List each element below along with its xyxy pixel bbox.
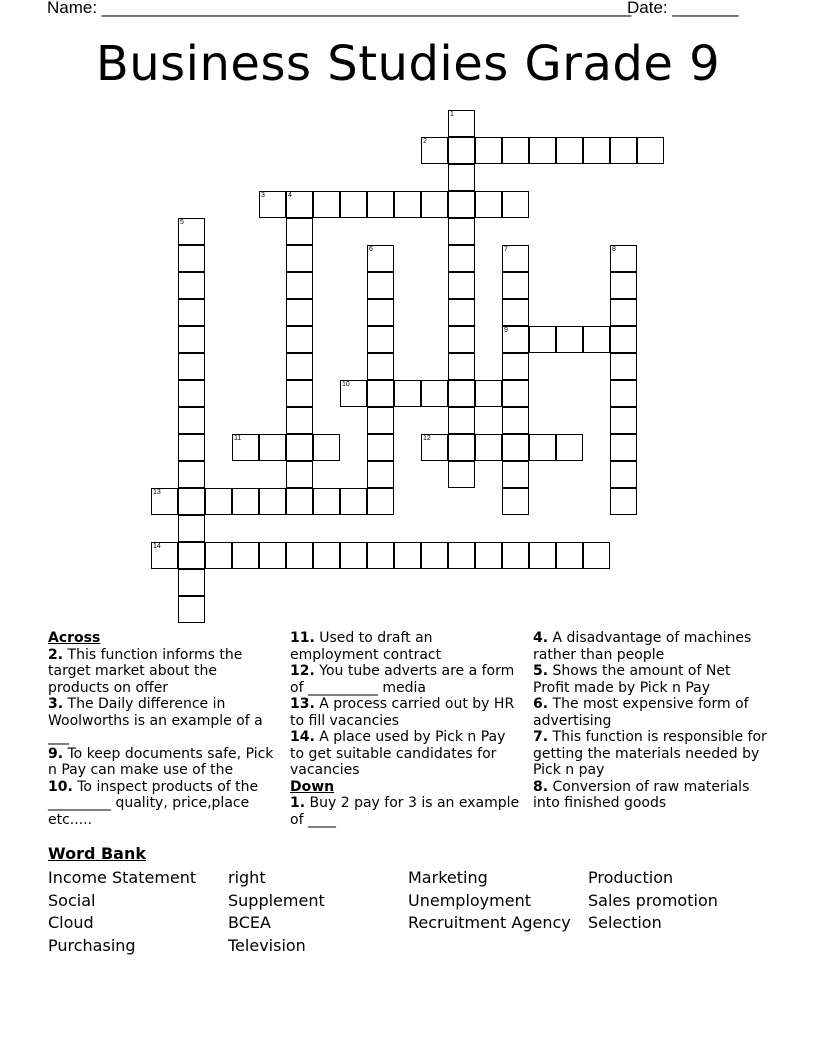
cell-number: 6 [369, 246, 373, 253]
word-bank-item: Cloud [48, 913, 94, 932]
crossword-cell[interactable] [637, 137, 664, 164]
word-bank-item: Production [588, 868, 674, 887]
crossword-cell[interactable] [448, 461, 475, 488]
crossword-cell[interactable] [367, 434, 394, 461]
clue-across-9: 9. To keep documents safe, Pick n Pay can make use of the [48, 745, 274, 778]
crossword-cell[interactable] [502, 407, 529, 434]
crossword-cell[interactable] [286, 272, 313, 299]
clue-across-10: 10. To inspect products of the _________ quality, price,place etc..... [48, 778, 259, 828]
word-bank-item: Recruitment Agency [408, 913, 571, 932]
crossword-cell[interactable] [556, 434, 583, 461]
word-bank-item: right [228, 868, 266, 887]
crossword-cell[interactable] [286, 407, 313, 434]
crossword-cell[interactable] [475, 542, 502, 569]
crossword-cell[interactable] [502, 542, 529, 569]
crossword-cell[interactable] [610, 434, 637, 461]
crossword-cell[interactable] [205, 488, 232, 515]
name-line: Name: ________________________________________________________ [47, 0, 632, 17]
crossword-cell[interactable] [286, 191, 313, 218]
crossword-cell[interactable] [610, 407, 637, 434]
crossword-cell[interactable] [610, 326, 637, 353]
crossword-cell[interactable] [367, 299, 394, 326]
crossword-cell[interactable] [178, 380, 205, 407]
crossword-cell[interactable] [286, 380, 313, 407]
crossword-cell[interactable] [448, 542, 475, 569]
crossword-cell[interactable] [367, 542, 394, 569]
crossword-cell[interactable] [259, 434, 286, 461]
crossword-cell[interactable] [178, 272, 205, 299]
crossword-cell[interactable] [286, 542, 313, 569]
crossword-cell[interactable] [448, 299, 475, 326]
crossword-cell[interactable] [583, 137, 610, 164]
word-bank-title: Word Bank [48, 844, 147, 863]
crossword-cell[interactable] [367, 326, 394, 353]
crossword-cell[interactable] [502, 272, 529, 299]
clue-across-11: 11. Used to draft an employment contract [290, 630, 442, 663]
crossword-cell[interactable] [178, 569, 205, 596]
crossword-cell[interactable] [502, 245, 529, 272]
clues-column-3 [533, 630, 769, 812]
crossword-cell[interactable] [556, 542, 583, 569]
cell-number: 2 [423, 138, 427, 145]
word-bank-item: Marketing [408, 868, 488, 887]
crossword-cell[interactable] [259, 191, 286, 218]
crossword-cell[interactable] [610, 488, 637, 515]
crossword-cell[interactable] [367, 488, 394, 515]
cell-number: 11 [234, 435, 242, 442]
crossword-cell[interactable] [610, 299, 637, 326]
down-heading: Down [290, 778, 335, 795]
crossword-cell[interactable] [448, 272, 475, 299]
word-bank-item: Unemployment [408, 891, 531, 910]
clue-down-8: 8. Conversion of raw materials into finished goods [533, 778, 750, 811]
crossword-cell[interactable] [340, 542, 367, 569]
crossword-cell[interactable] [205, 542, 232, 569]
word-bank-item: Supplement [228, 891, 325, 910]
crossword-cell[interactable] [367, 380, 394, 407]
word-bank-item: Selection [588, 913, 662, 932]
crossword-cell[interactable] [610, 137, 637, 164]
crossword-cell[interactable] [367, 407, 394, 434]
crossword-cell[interactable] [394, 380, 421, 407]
clue-down-5: 5. Shows the amount of Net Profit made by Pick n Pay [533, 663, 731, 696]
crossword-cell[interactable] [421, 542, 448, 569]
crossword-cell[interactable] [178, 488, 205, 515]
crossword-cell[interactable] [178, 353, 205, 380]
crossword-cell[interactable] [529, 326, 556, 353]
crossword-cell[interactable] [151, 542, 178, 569]
cell-number: 9 [504, 327, 508, 334]
crossword-cell[interactable] [448, 326, 475, 353]
clue-across-3: 3. The Daily difference in Woolworths is an example of a ___ [48, 696, 263, 745]
crossword-cell[interactable] [529, 542, 556, 569]
crossword-cell[interactable] [232, 434, 259, 461]
crossword-cell[interactable] [259, 488, 286, 515]
crossword-cell[interactable] [178, 218, 205, 245]
word-bank-item: Sales promotion [588, 891, 718, 910]
page-title: Business Studies Grade 9 [95, 36, 721, 92]
crossword-cell[interactable] [502, 326, 529, 353]
across-heading: Across [48, 630, 101, 646]
crossword-cell[interactable] [448, 407, 475, 434]
crossword-cell[interactable] [556, 326, 583, 353]
crossword-cell[interactable] [340, 380, 367, 407]
crossword-cell[interactable] [340, 488, 367, 515]
crossword-cell[interactable] [610, 245, 637, 272]
cell-number: 1 [450, 111, 454, 118]
crossword-cell[interactable] [502, 299, 529, 326]
crossword-cell[interactable] [610, 272, 637, 299]
crossword-cell[interactable] [502, 137, 529, 164]
crossword-cell[interactable] [178, 596, 205, 623]
word-bank-item: Social [48, 891, 96, 910]
cell-number: 8 [612, 246, 616, 253]
crossword-cell[interactable] [556, 137, 583, 164]
crossword-cell[interactable] [313, 542, 340, 569]
crossword-cell[interactable] [286, 299, 313, 326]
crossword-cell[interactable] [502, 461, 529, 488]
crossword-cell[interactable] [286, 353, 313, 380]
crossword-cell[interactable] [394, 542, 421, 569]
crossword-cell[interactable] [448, 110, 475, 137]
word-bank-item: Television [228, 936, 306, 955]
clue-down-6: 6. The most expensive form of advertising [533, 696, 749, 729]
crossword-cell[interactable] [178, 326, 205, 353]
word-bank-item: Income Statement [48, 868, 197, 887]
crossword-cell[interactable] [259, 542, 286, 569]
crossword-cell[interactable] [367, 191, 394, 218]
crossword-cell[interactable] [448, 245, 475, 272]
crossword-cell[interactable] [502, 488, 529, 515]
crossword-cell[interactable] [448, 353, 475, 380]
cell-number: 13 [153, 489, 161, 496]
crossword-cell[interactable] [502, 434, 529, 461]
crossword-cell[interactable] [475, 191, 502, 218]
crossword-cell[interactable] [421, 137, 448, 164]
clue-down-4: 4. A disadvantage of machines rather than people [533, 630, 752, 663]
crossword-cell[interactable] [502, 191, 529, 218]
clue-across-2: 2. This function informs the target market about the products on offer [48, 646, 243, 696]
clue-down-7: 7. This function is responsible for getting the materials needed by Pick n pay [533, 729, 767, 778]
crossword-cell[interactable] [286, 326, 313, 353]
crossword-cell[interactable] [178, 299, 205, 326]
crossword-cell[interactable] [340, 191, 367, 218]
crossword-cell[interactable] [286, 245, 313, 272]
crossword-cell[interactable] [610, 353, 637, 380]
crossword-cell[interactable] [286, 218, 313, 245]
crossword-cell[interactable] [475, 380, 502, 407]
cell-number: 12 [423, 435, 431, 442]
crossword-cell[interactable] [151, 488, 178, 515]
cell-number: 7 [504, 246, 508, 253]
clue-across-13: 13. A process carried out by HR to fill vacancies [290, 696, 515, 729]
crossword-cell[interactable] [313, 191, 340, 218]
crossword-cell[interactable] [529, 137, 556, 164]
clues-column-2 [290, 630, 522, 828]
clue-across-12: 12. You tube adverts are a form of __________ media [290, 663, 515, 696]
crossword-cell[interactable] [421, 434, 448, 461]
crossword-cell[interactable] [367, 353, 394, 380]
crossword-cell[interactable] [448, 434, 475, 461]
cell-number: 4 [288, 192, 292, 199]
crossword-cell[interactable] [448, 380, 475, 407]
crossword-cell[interactable] [421, 191, 448, 218]
crossword-cell[interactable] [178, 407, 205, 434]
crossword-cell[interactable] [610, 461, 637, 488]
crossword-cell[interactable] [367, 272, 394, 299]
crossword-cell[interactable] [448, 164, 475, 191]
date-line: Date: _______ [627, 0, 739, 17]
cell-number: 5 [180, 219, 184, 226]
clue-down-1: 1. Buy 2 pay for 3 is an example of ____ [290, 795, 520, 828]
clue-across-14: 14. A place used by Pick n Pay to get suitable candidates for vacancies [290, 729, 506, 778]
crossword-cell[interactable] [367, 245, 394, 272]
crossword-cell[interactable] [313, 434, 340, 461]
crossword-cell[interactable] [394, 191, 421, 218]
crossword-cell[interactable] [178, 245, 205, 272]
crossword-cell[interactable] [178, 461, 205, 488]
crossword-cell[interactable] [448, 191, 475, 218]
crossword-cell[interactable] [232, 542, 259, 569]
crossword-cell[interactable] [529, 434, 556, 461]
crossword-cell[interactable] [583, 326, 610, 353]
crossword-cell[interactable] [178, 434, 205, 461]
crossword-cell[interactable] [286, 488, 313, 515]
crossword-cell[interactable] [286, 461, 313, 488]
crossword-cell[interactable] [475, 434, 502, 461]
crossword-cell[interactable] [286, 434, 313, 461]
crossword-cell[interactable] [178, 542, 205, 569]
crossword-cell[interactable] [313, 488, 340, 515]
crossword-cell[interactable] [232, 488, 259, 515]
crossword-cell[interactable] [502, 353, 529, 380]
crossword-cell[interactable] [421, 380, 448, 407]
crossword-cell[interactable] [475, 137, 502, 164]
crossword-cell[interactable] [583, 542, 610, 569]
word-bank-item: BCEA [228, 913, 271, 932]
clues-column-1 [48, 630, 280, 828]
crossword-cell[interactable] [367, 461, 394, 488]
crossword-cell[interactable] [448, 137, 475, 164]
cell-number: 14 [153, 543, 161, 550]
crossword-cell[interactable] [178, 515, 205, 542]
crossword-cell[interactable] [502, 380, 529, 407]
cell-number: 10 [342, 381, 350, 388]
word-bank-item: Purchasing [48, 936, 136, 955]
cell-number: 3 [261, 192, 265, 199]
crossword-cell[interactable] [610, 380, 637, 407]
crossword-cell[interactable] [448, 218, 475, 245]
